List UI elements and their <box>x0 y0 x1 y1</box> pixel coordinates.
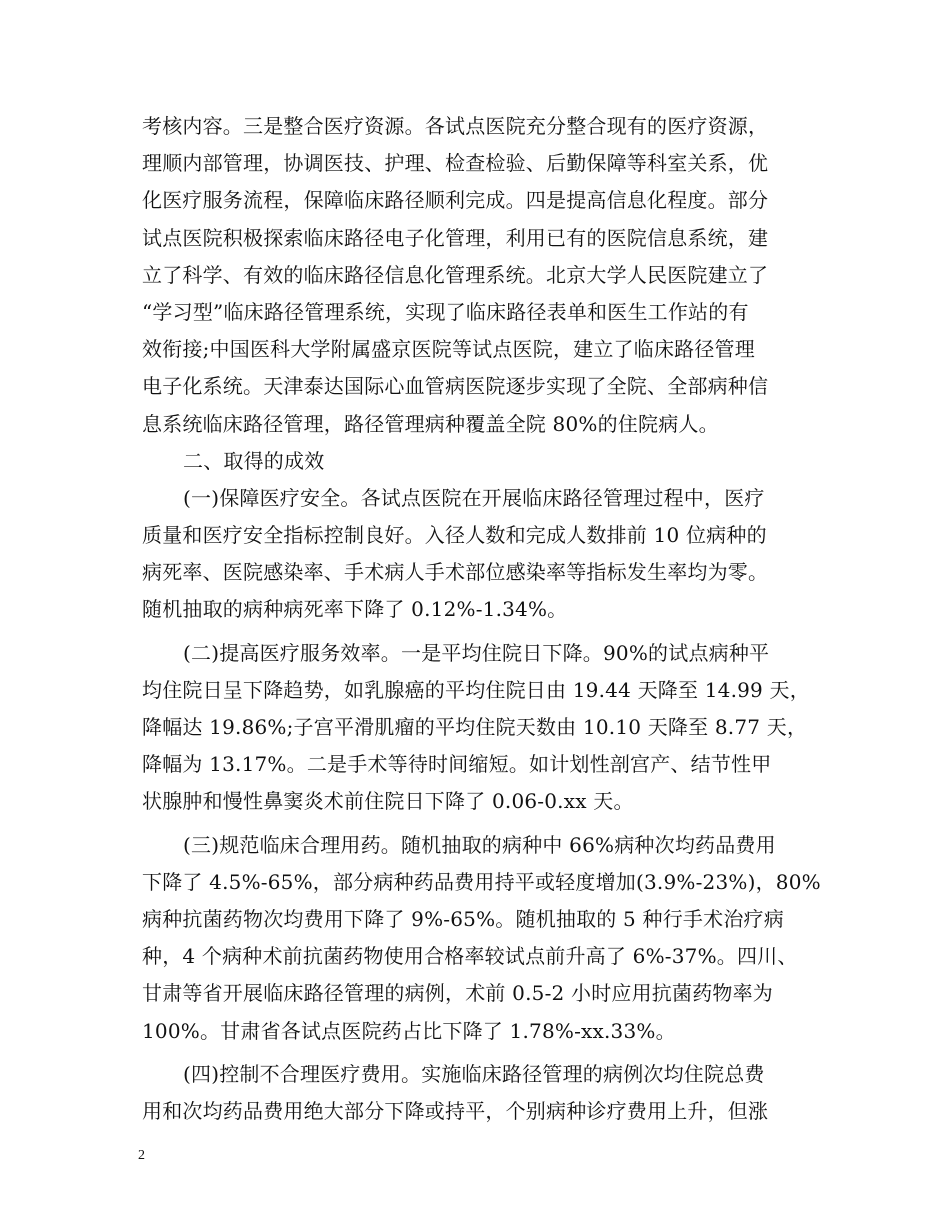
text-line: 状腺肿和慢性鼻窦炎术前住院日下降了 0.06-0.xx 天。 <box>142 789 634 814</box>
text-line: 甘肃等省开展临床路径管理的病例，术前 0.5-2 小时应用抗菌药物率为 <box>142 981 774 1006</box>
paragraph-first-line: (三)规范临床合理用药。随机抽取的病种中 66%病种次均药品费用 <box>183 832 776 857</box>
text-line: 立了科学、有效的临床路径信息化管理系统。北京大学人民医院建立了 <box>142 262 769 287</box>
text-line: 效衔接;中国医科大学附属盛京医院等试点医院，建立了临床路径管理 <box>142 337 755 362</box>
text-line: 随机抽取的病种病死率下降了 0.12%-1.34%。 <box>142 597 568 622</box>
paragraph-first-line: (二)提高医疗服务效率。一是平均住院日下降。90%的试点病种平 <box>183 640 770 665</box>
text-line: “学习型”临床路径管理系统，实现了临床路径表单和医生工作站的有 <box>142 299 749 324</box>
paragraph-first-line: (一)保障医疗安全。各试点医院在开展临床路径管理过程中，医疗 <box>183 485 765 510</box>
text-line: 考核内容。三是整合医疗资源。各试点医院充分整合现有的医疗资源， <box>142 114 769 138</box>
text-line: 100%。甘肃省各试点医院药占比下降了 1.78%-xx.33%。 <box>142 1018 676 1043</box>
text-line: 下降了 4.5%-65%，部分病种药品费用持平或轻度增加(3.9%-23%)，80% <box>142 869 821 894</box>
text-line: 化医疗服务流程，保障临床路径顺利完成。四是提高信息化程度。部分 <box>142 188 769 213</box>
section-heading: 二、取得的成效 <box>183 448 325 473</box>
text-line: 试点医院积极探索临床路径电子化管理，利用已有的医院信息系统，建 <box>142 225 769 250</box>
text-line: 种，4 个病种术前抗菌药物使用合格率较试点前升高了 6%-37%。四川、 <box>142 944 798 969</box>
text-line: 电子化系统。天津泰达国际心血管病医院逐步实现了全院、全部病种信 <box>142 374 769 399</box>
text-line: 理顺内部管理，协调医技、护理、检查检验、后勤保障等科室关系，优 <box>142 151 769 176</box>
text-line: 降幅达 19.86%;子宫平滑肌瘤的平均住院天数由 10.10 天降至 8.77 天， <box>142 715 808 739</box>
page-number: 2 <box>138 1148 145 1163</box>
text-line: 病死率、医院感染率、手术病人手术部位感染率等指标发生率均为零。 <box>142 560 769 585</box>
text-line: 质量和医疗安全指标控制良好。入径人数和完成人数排前 10 位病种的 <box>142 523 767 548</box>
text-line: 用和次均药品费用绝大部分下降或持平，个别病种诊疗费用上升，但涨 <box>142 1098 769 1123</box>
text-line: 病种抗菌药物次均费用下降了 9%-65%。随机抽取的 5 种行手术治疗病 <box>142 906 784 931</box>
text-line: 均住院日呈下降趋势，如乳腺癌的平均住院日由 19.44 天降至 14.99 天， <box>142 677 810 702</box>
text-line: 降幅为 13.17%。二是手术等待时间缩短。如计划性剖宫产、结节性甲 <box>142 752 772 777</box>
text-line: 息系统临床路径管理，路径管理病种覆盖全院 80%的住院病人。 <box>142 411 719 436</box>
paragraph-first-line: (四)控制不合理医疗费用。实施临床路径管理的病例次均住院总费 <box>183 1061 765 1086</box>
body-text <box>142 108 822 1130</box>
